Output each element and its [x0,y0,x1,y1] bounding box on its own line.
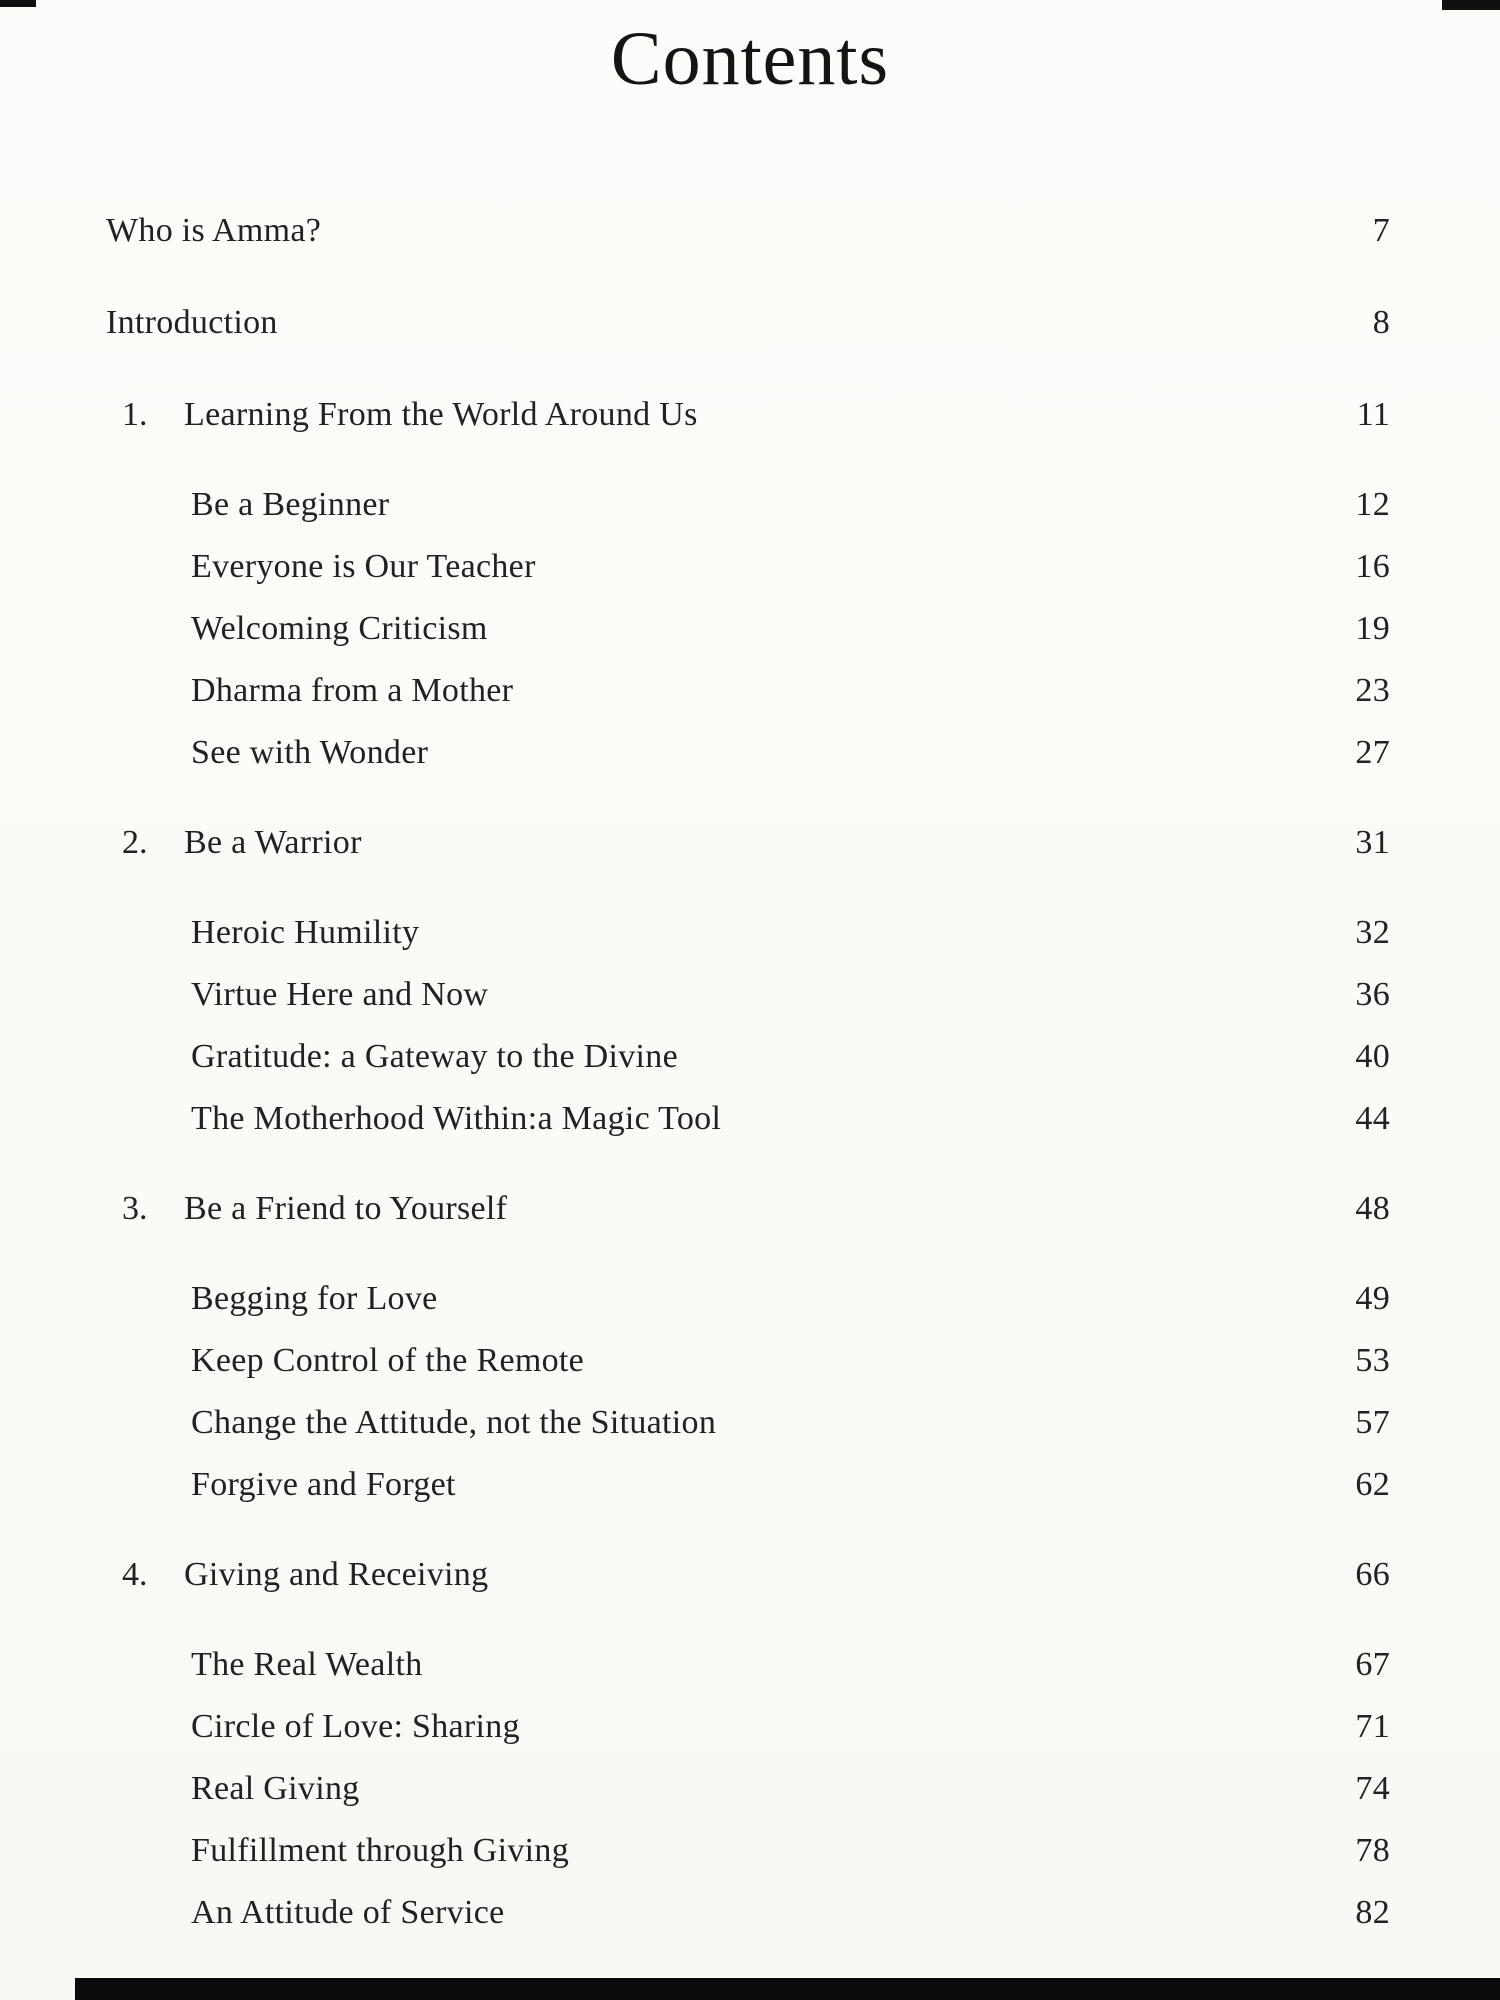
chapter-number: 2. [122,824,148,861]
section-entry [106,1026,1390,1088]
chapter-entry [106,812,1390,874]
scan-artifact-top-right [1442,0,1500,10]
entry-page-number: 27 [1355,734,1390,771]
entry-title: See with Wonder [191,734,429,771]
entry-title: Giving and Receiving [184,1556,489,1593]
section-entry [106,1696,1390,1758]
entry-page-number: 78 [1355,1832,1390,1869]
entry-page-number: 48 [1355,1190,1390,1227]
section-entry [106,964,1390,1026]
chapter-entry [106,384,1390,446]
entry-page-number: 40 [1355,1038,1390,1075]
entry-page-number: 32 [1355,914,1390,951]
entry-title: Circle of Love: Sharing [191,1708,520,1745]
entry-page-number: 7 [1372,212,1390,249]
front-matter-entry [106,292,1390,354]
entry-page-number: 49 [1355,1280,1390,1317]
entry-title: The Motherhood Within:a Magic Tool [191,1100,722,1137]
entry-title: Be a Warrior [184,824,362,861]
section-entry [106,902,1390,964]
section-entry [106,1268,1390,1330]
entry-page-number: 74 [1355,1770,1390,1807]
section-entry [106,1088,1390,1150]
entry-title: Be a Beginner [191,486,390,523]
entry-page-number: 53 [1355,1342,1390,1379]
entry-title: Welcoming Criticism [191,610,488,647]
entry-title: Fulfillment through Giving [191,1832,570,1869]
page-title: Contents [610,17,890,101]
section-entry [106,474,1390,536]
entry-page-number: 23 [1355,672,1390,709]
entry-title: Introduction [106,304,278,341]
entry-page-number: 11 [1356,396,1390,433]
entry-title: Begging for Love [191,1280,438,1317]
entry-title: Change the Attitude, not the Situation [191,1404,717,1441]
entry-title: Forgive and Forget [191,1466,456,1503]
entry-title: Everyone is Our Teacher [191,548,536,585]
section-entry [106,598,1390,660]
entry-page-number: 66 [1355,1556,1390,1593]
entry-title: Virtue Here and Now [191,976,489,1013]
toc-list [106,200,1390,1944]
entry-title: Real Giving [191,1770,360,1807]
chapter-number: 1. [122,396,148,433]
entry-page-number: 31 [1355,824,1390,861]
entry-page-number: 82 [1355,1894,1390,1931]
entry-title: Who is Amma? [106,212,322,249]
front-matter-entry [106,200,1390,262]
section-entry [106,1330,1390,1392]
entry-title: An Attitude of Service [191,1894,505,1931]
section-entry [106,660,1390,722]
section-entry [106,536,1390,598]
entry-page-number: 67 [1355,1646,1390,1683]
entry-page-number: 71 [1355,1708,1390,1745]
chapter-entry [106,1178,1390,1240]
scan-artifact-bottom-bar [75,1978,1500,2000]
section-entry [106,722,1390,784]
section-entry [106,1758,1390,1820]
section-entry [106,1392,1390,1454]
entry-page-number: 36 [1355,976,1390,1013]
section-entry [106,1882,1390,1944]
entry-page-number: 19 [1355,610,1390,647]
entry-page-number: 8 [1372,304,1390,341]
section-entry [106,1820,1390,1882]
entry-title: Gratitude: a Gateway to the Divine [191,1038,678,1075]
entry-title: The Real Wealth [191,1646,423,1683]
entry-page-number: 12 [1355,486,1390,523]
entry-title: Be a Friend to Yourself [184,1190,508,1227]
entry-title: Heroic Humility [191,914,420,951]
entry-title: Keep Control of the Remote [191,1342,585,1379]
entry-page-number: 44 [1355,1100,1390,1137]
entry-page-number: 62 [1355,1466,1390,1503]
entry-title: Dharma from a Mother [191,672,514,709]
section-entry [106,1454,1390,1516]
chapter-number: 3. [122,1190,148,1227]
entry-page-number: 57 [1355,1404,1390,1441]
chapter-number: 4. [122,1556,148,1593]
entry-title: Learning From the World Around Us [184,396,698,433]
scan-artifact-top-left [0,0,36,7]
chapter-entry [106,1544,1390,1606]
entry-page-number: 16 [1355,548,1390,585]
section-entry [106,1634,1390,1696]
